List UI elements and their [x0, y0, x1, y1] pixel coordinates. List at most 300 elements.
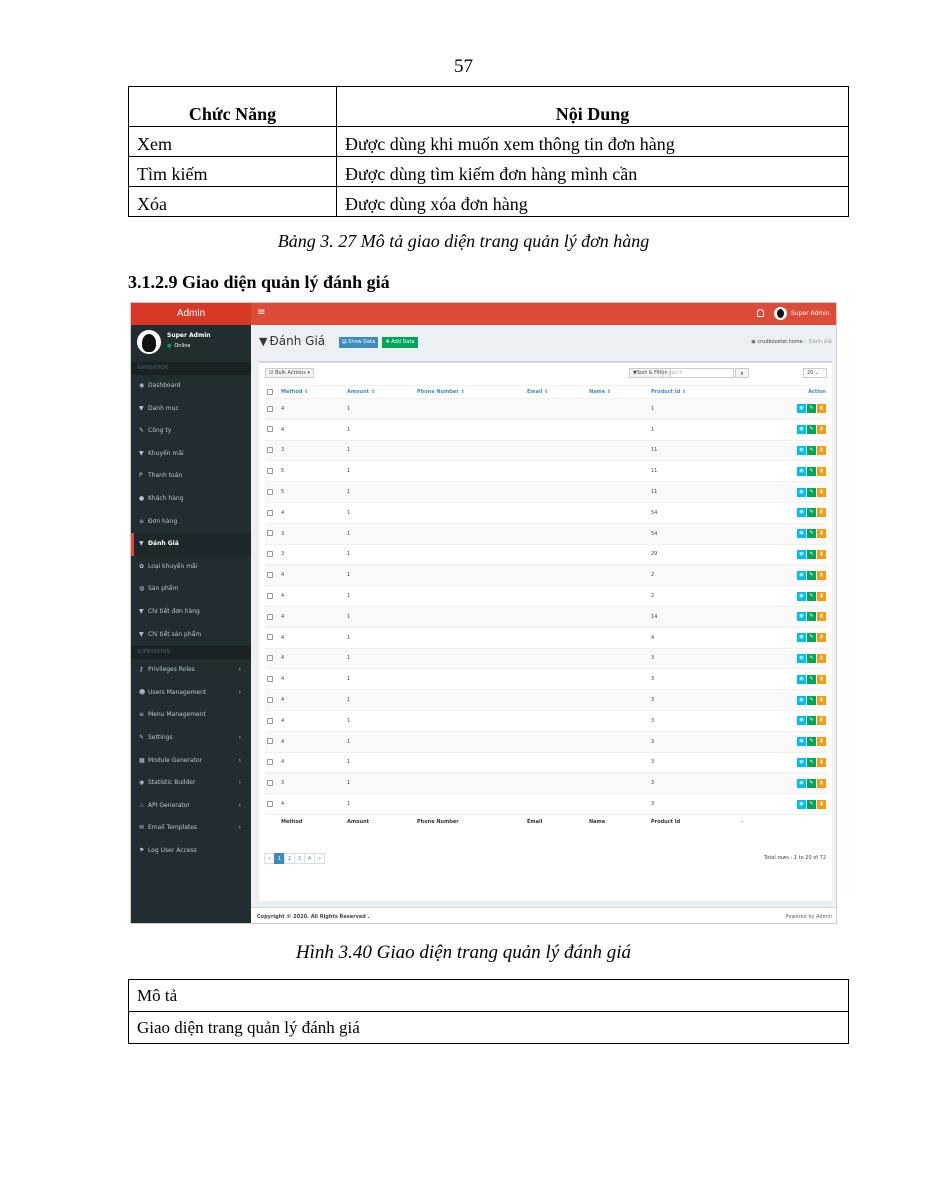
phone-cell [415, 690, 525, 711]
admin-item[interactable] [131, 750, 251, 773]
table-row [265, 606, 828, 627]
action-cell [739, 399, 828, 420]
bars-icon: ≡ [139, 711, 145, 719]
row-checkbox[interactable] [267, 468, 273, 474]
footer [251, 907, 837, 924]
amount-cell: 1 [345, 461, 415, 482]
eye-icon[interactable]: ◉ [797, 446, 806, 455]
name-cell [587, 627, 649, 648]
phone-cell [415, 523, 525, 544]
pencil-icon[interactable]: ✎ [807, 529, 816, 538]
amount-cell: 1 [345, 669, 415, 690]
table-row [265, 399, 828, 420]
sidebar-item[interactable] [131, 465, 251, 488]
trash-icon[interactable]: ▮ [817, 758, 826, 767]
action-cell [739, 669, 828, 690]
amount-cell: 1 [345, 606, 415, 627]
table-row [265, 773, 828, 794]
phone-cell [415, 606, 525, 627]
table-row [265, 565, 828, 586]
pencil-icon[interactable]: ✎ [807, 612, 816, 621]
pencil-icon[interactable]: ✎ [807, 508, 816, 517]
plus-icon: ✚ [385, 339, 392, 345]
user-status: ● Online [167, 343, 191, 349]
name-cell [587, 710, 649, 731]
dashboard-icon: ◉ [751, 339, 758, 345]
sidebar-item-label: Công ty [148, 427, 172, 435]
eye-icon[interactable]: ◉ [797, 508, 806, 517]
email-cell [525, 440, 587, 461]
page-link[interactable]: 4 [304, 853, 315, 864]
checkbox-cell [265, 502, 279, 523]
eye-icon[interactable]: ◉ [797, 675, 806, 684]
checkbox-cell [265, 586, 279, 607]
content-cell: Được dùng tìm kiếm đơn hàng mình cần [337, 157, 849, 187]
nav-section-header: NAVIGATION [131, 362, 251, 375]
trash-icon[interactable]: ▮ [817, 737, 826, 746]
action-cell [739, 502, 828, 523]
show-data-button[interactable] [339, 337, 378, 348]
method-cell: 4 [279, 690, 345, 711]
trash-icon[interactable]: ▮ [817, 592, 826, 601]
table-row [265, 710, 828, 731]
pencil-icon[interactable]: ✎ [807, 404, 816, 413]
sidebar-item[interactable] [131, 375, 251, 398]
sidebar-item-label: Chi tiết sản phẩm [148, 630, 202, 638]
trash-icon[interactable]: ▮ [817, 467, 826, 476]
table-row [265, 586, 828, 607]
trash-icon[interactable]: ▮ [817, 779, 826, 788]
function-cell: Xóa [129, 187, 337, 217]
email-cell [525, 752, 587, 773]
trash-icon[interactable]: ▮ [817, 654, 826, 663]
eye-icon[interactable]: ◉ [797, 404, 806, 413]
trash-icon[interactable]: ▮ [817, 550, 826, 559]
admin-item-label: Statistic Builder [148, 779, 196, 787]
email-cell [525, 482, 587, 503]
eye-icon[interactable]: ◉ [797, 633, 806, 642]
name-cell [587, 399, 649, 420]
name-cell [587, 773, 649, 794]
sidebar-item-label: Khuyến mãi [148, 449, 184, 457]
caret-down-icon: ▾ [305, 370, 310, 376]
table-row [265, 627, 828, 648]
table-row [265, 461, 828, 482]
page-link[interactable]: 3 [294, 853, 305, 864]
checkbox-cell [265, 669, 279, 690]
chevron-right-icon: › [238, 733, 241, 741]
dashboard-icon: ◉ [139, 779, 145, 787]
name-cell [587, 586, 649, 607]
footer-name: Name [587, 814, 649, 828]
email-cell [525, 648, 587, 669]
admin-item-label: Menu Management [148, 711, 206, 719]
avatar[interactable] [774, 307, 787, 320]
email-cell [525, 502, 587, 523]
table-row [129, 980, 849, 1012]
method-cell: 4 [279, 752, 345, 773]
checkbox-cell [265, 627, 279, 648]
per-page-select[interactable] [803, 368, 827, 378]
row-checkbox[interactable] [267, 572, 273, 578]
trash-icon[interactable]: ▮ [817, 800, 826, 809]
amount-cell: 1 [345, 752, 415, 773]
eye-icon[interactable]: ◉ [797, 550, 806, 559]
admin-item-label: API Generator [148, 801, 190, 809]
email-cell [525, 669, 587, 690]
method-cell: 5 [279, 461, 345, 482]
add-data-button[interactable] [382, 337, 418, 348]
trash-icon[interactable]: ▮ [817, 612, 826, 621]
product-id-cell: 3 [649, 773, 739, 794]
sidebar-item[interactable] [131, 443, 251, 466]
col-method[interactable]: Method ⇕ [279, 386, 345, 399]
sidebar-item[interactable] [131, 533, 251, 556]
admin-item[interactable] [131, 817, 251, 840]
row-checkbox[interactable] [267, 697, 273, 703]
bulk-actions-button[interactable] [265, 368, 314, 378]
table-row [129, 187, 849, 217]
trash-icon[interactable]: ▮ [817, 716, 826, 725]
col-name[interactable]: Name ⇕ [587, 386, 649, 399]
admin-nav-list [131, 659, 251, 862]
checkbox-cell [265, 523, 279, 544]
table-row [265, 544, 828, 565]
method-cell: 4 [279, 606, 345, 627]
powered-by: Powered by Admin [785, 914, 832, 920]
user-panel [131, 325, 251, 362]
col-amount[interactable]: Amount ⇕ [345, 386, 415, 399]
row-checkbox[interactable] [267, 801, 273, 807]
grid-icon: ▦ [139, 756, 145, 764]
checkbox-cell [265, 690, 279, 711]
filter-icon: ▼ [633, 370, 637, 376]
trash-icon[interactable]: ▮ [817, 446, 826, 455]
trash-icon[interactable]: ▮ [817, 425, 826, 434]
name-cell [587, 482, 649, 503]
pencil-icon[interactable]: ✎ [807, 488, 816, 497]
trash-icon[interactable]: ▮ [817, 404, 826, 413]
eye-icon[interactable]: ◉ [797, 592, 806, 601]
action-cell [739, 544, 828, 565]
phone-cell [415, 440, 525, 461]
eye-icon[interactable]: ◉ [797, 696, 806, 705]
sidebar-item[interactable] [131, 398, 251, 421]
sidebar-item-label: Danh mục [148, 404, 179, 412]
admin-item[interactable] [131, 727, 251, 750]
row-checkbox[interactable] [267, 634, 273, 640]
data-table [265, 385, 828, 828]
pencil-icon[interactable]: ✎ [807, 446, 816, 455]
key-icon: ⚷ [139, 666, 144, 674]
table-row [265, 419, 828, 440]
amount-cell: 1 [345, 502, 415, 523]
eye-icon[interactable]: ◉ [797, 779, 806, 788]
row-checkbox[interactable] [267, 676, 273, 682]
page-link[interactable]: « [264, 853, 275, 864]
select-all-checkbox[interactable] [267, 389, 273, 395]
trash-icon[interactable]: ▮ [817, 696, 826, 705]
sidebar-item[interactable] [131, 420, 251, 443]
amount-cell: 1 [345, 399, 415, 420]
eye-icon[interactable]: ◉ [797, 425, 806, 434]
product-id-cell: 1 [649, 419, 739, 440]
sort-filter-label: Sort & Filter [636, 370, 667, 376]
search-icon[interactable]: ⌕ [735, 368, 749, 378]
users-icon: ☻ [139, 688, 146, 696]
row-checkbox[interactable] [267, 406, 273, 412]
function-header: Chức Năng [129, 87, 337, 127]
table-row [265, 690, 828, 711]
product-id-cell: 4 [649, 627, 739, 648]
product-id-cell: 11 [649, 482, 739, 503]
eye-icon[interactable]: ◉ [797, 529, 806, 538]
page-link[interactable]: 1 [274, 853, 285, 864]
product-id-cell: 3 [649, 690, 739, 711]
pencil-icon[interactable]: ✎ [807, 425, 816, 434]
sidebar-item-label: Đánh Giá [148, 540, 179, 548]
name-cell [587, 606, 649, 627]
desc-header: Mô tả [129, 980, 849, 1012]
trash-icon[interactable]: ▮ [817, 508, 826, 517]
action-cell [739, 586, 828, 607]
trash-icon[interactable]: ▮ [817, 571, 826, 580]
col-phone[interactable]: Phone Number ⇕ [415, 386, 525, 399]
filter-icon: ▼ [139, 449, 144, 457]
email-cell [525, 794, 587, 815]
sidebar-item[interactable] [131, 488, 251, 511]
trash-icon[interactable]: ▮ [817, 529, 826, 538]
email-cell [525, 606, 587, 627]
checkbox-cell [265, 710, 279, 731]
pencil-icon[interactable]: ✎ [807, 737, 816, 746]
phone-cell [415, 419, 525, 440]
breadcrumb-home[interactable]: crudbooster.home [757, 339, 803, 345]
filter-icon: ▼ [259, 335, 268, 348]
phone-cell [415, 710, 525, 731]
row-checkbox[interactable] [267, 655, 273, 661]
eye-icon[interactable]: ◉ [797, 571, 806, 580]
table-row [265, 794, 828, 815]
row-checkbox[interactable] [267, 614, 273, 620]
pencil-icon[interactable]: ✎ [807, 675, 816, 684]
add-data-label: Add Data [391, 339, 415, 345]
bell-icon[interactable] [757, 309, 764, 317]
table-row [265, 440, 828, 461]
eye-icon[interactable]: ◉ [797, 654, 806, 663]
amount-cell: 1 [345, 710, 415, 731]
col-product-id[interactable]: Product Id ⇕ [649, 386, 739, 399]
sidebar-item[interactable] [131, 624, 251, 647]
phone-cell [415, 399, 525, 420]
pencil-icon[interactable]: ✎ [807, 550, 816, 559]
pencil-icon[interactable]: ✎ [807, 571, 816, 580]
checkbox-cell [265, 399, 279, 420]
function-cell: Xem [129, 127, 337, 157]
page-link[interactable]: » [314, 853, 325, 864]
phone-cell [415, 627, 525, 648]
trash-icon[interactable]: ▮ [817, 488, 826, 497]
phone-cell [415, 731, 525, 752]
breadcrumb [751, 339, 832, 345]
product-id-cell: 11 [649, 440, 739, 461]
row-checkbox[interactable] [267, 447, 273, 453]
action-cell [739, 482, 828, 503]
product-id-cell: 3 [649, 752, 739, 773]
row-checkbox[interactable] [267, 530, 273, 536]
action-cell [739, 565, 828, 586]
figure-caption: Hình 3.40 Giao diện trang quản lý đánh giá [295, 942, 632, 963]
footer-method: Method [279, 814, 345, 828]
checkbox-cell [265, 794, 279, 815]
table-row [265, 502, 828, 523]
method-cell: 4 [279, 419, 345, 440]
product-id-cell: 54 [649, 523, 739, 544]
name-cell [587, 794, 649, 815]
bulk-actions-label: Bulk Actions [275, 370, 306, 376]
sidebar-item-label: Khách hàng [148, 494, 184, 502]
phone-cell [415, 669, 525, 690]
row-checkbox[interactable] [267, 738, 273, 744]
top-user-name[interactable]: Super Admin [791, 310, 830, 317]
phone-cell [415, 752, 525, 773]
sidebar-item-label: Loại khuyến mãi [148, 562, 198, 570]
row-checkbox[interactable] [267, 780, 273, 786]
content-cell: Được dùng khi muốn xem thông tin đơn hàng [337, 127, 849, 157]
checkbox-cell [265, 440, 279, 461]
table-row [129, 127, 849, 157]
pencil-icon[interactable]: ✎ [807, 467, 816, 476]
admin-item[interactable] [131, 795, 251, 818]
top-navbar [131, 303, 837, 325]
envelope-icon: ✉ [139, 824, 145, 832]
eye-icon[interactable]: ◉ [797, 467, 806, 476]
admin-item[interactable] [131, 704, 251, 727]
search-input[interactable]: search [662, 368, 734, 378]
action-cell [739, 690, 828, 711]
row-checkbox[interactable] [267, 426, 273, 432]
name-cell [587, 731, 649, 752]
name-cell [587, 440, 649, 461]
sidebar-item-label: Chi tiết đơn hàng [148, 607, 200, 615]
method-cell: 4 [279, 502, 345, 523]
product-id-cell: 11 [649, 461, 739, 482]
method-cell: 3 [279, 544, 345, 565]
page-title-text: Đánh Giá [269, 334, 326, 348]
col-email[interactable]: Email ⇕ [525, 386, 587, 399]
copyright: Copyright © 2020. All Rights Reserved . [257, 914, 370, 920]
pencil-icon[interactable]: ✎ [807, 633, 816, 642]
admin-item[interactable] [131, 659, 251, 682]
eye-icon[interactable]: ◉ [797, 758, 806, 767]
trash-icon[interactable]: ▮ [817, 675, 826, 684]
function-table [128, 86, 849, 217]
checkbox-cell [265, 482, 279, 503]
trash-icon[interactable]: ▮ [817, 633, 826, 642]
admin-item[interactable] [131, 840, 251, 863]
phone-cell [415, 648, 525, 669]
row-checkbox[interactable] [267, 718, 273, 724]
checkbox-cell [265, 773, 279, 794]
product-id-cell: 3 [649, 669, 739, 690]
product-icon: ◍ [139, 585, 145, 593]
eye-icon[interactable]: ◉ [797, 488, 806, 497]
email-cell [525, 565, 587, 586]
col-action: Action [739, 386, 828, 399]
pencil-icon[interactable]: ✎ [807, 758, 816, 767]
phone-cell [415, 544, 525, 565]
pencil-icon[interactable]: ✎ [807, 800, 816, 809]
action-cell [739, 440, 828, 461]
sidebar-item[interactable] [131, 511, 251, 534]
description-table [128, 979, 849, 1044]
email-cell [525, 710, 587, 731]
method-cell: 4 [279, 731, 345, 752]
name-cell [587, 502, 649, 523]
pencil-icon[interactable]: ✎ [807, 592, 816, 601]
check-square-icon: ☑ [269, 370, 276, 376]
eye-icon[interactable]: ◉ [797, 716, 806, 725]
section-heading: 3.1.2.9 Giao diện quản lý đánh giá [128, 272, 390, 292]
row-checkbox[interactable] [267, 489, 273, 495]
sidebar-item[interactable] [131, 601, 251, 624]
product-id-cell: 3 [649, 794, 739, 815]
method-cell: 4 [279, 669, 345, 690]
email-cell [525, 586, 587, 607]
method-cell: 4 [279, 627, 345, 648]
page-link[interactable]: 2 [284, 853, 295, 864]
breadcrumb-current: Đánh Giá [808, 339, 832, 345]
page-title [259, 334, 325, 348]
eye-icon[interactable]: ◉ [797, 612, 806, 621]
pencil-icon[interactable]: ✎ [807, 779, 816, 788]
action-cell [739, 461, 828, 482]
table-footer-row [265, 814, 828, 828]
nav-list [131, 375, 251, 646]
footer-product-id: Product Id [649, 814, 739, 828]
admin-item[interactable] [131, 772, 251, 795]
eye-icon[interactable]: ◉ [797, 737, 806, 746]
pencil-icon[interactable]: ✎ [807, 654, 816, 663]
table-row [265, 482, 828, 503]
action-cell [739, 752, 828, 773]
method-cell: 4 [279, 565, 345, 586]
brand-logo[interactable]: Admin [131, 303, 251, 325]
chevron-right-icon: › [238, 666, 241, 674]
sidebar-item-label: Đơn hàng [148, 517, 178, 525]
action-cell [739, 648, 828, 669]
sidebar-item[interactable] [131, 556, 251, 579]
pencil-icon[interactable]: ✎ [807, 696, 816, 705]
row-checkbox[interactable] [267, 551, 273, 557]
row-checkbox[interactable] [267, 593, 273, 599]
email-cell [525, 690, 587, 711]
row-checkbox[interactable] [267, 759, 273, 765]
menu-toggle-icon[interactable]: ≡ [257, 307, 266, 318]
row-checkbox[interactable] [267, 510, 273, 516]
user-icon: ● [139, 494, 145, 502]
method-cell: 3 [279, 523, 345, 544]
pencil-icon[interactable]: ✎ [807, 716, 816, 725]
eye-icon[interactable]: ◉ [797, 800, 806, 809]
amount-cell: 1 [345, 544, 415, 565]
sidebar-item[interactable] [131, 578, 251, 601]
sidebar-user-name: Super Admin [167, 332, 211, 339]
amount-cell: 1 [345, 731, 415, 752]
name-cell [587, 523, 649, 544]
admin-item[interactable] [131, 682, 251, 705]
chevron-right-icon: › [238, 688, 241, 696]
